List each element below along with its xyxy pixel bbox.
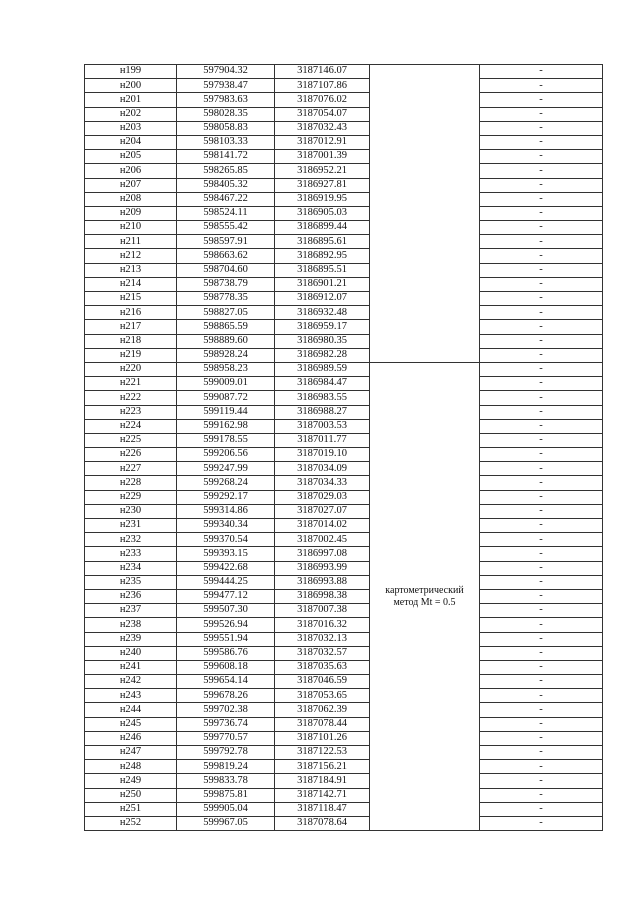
table-row xyxy=(85,504,603,518)
x-coordinate-cell: 598597.91 xyxy=(177,235,275,249)
accuracy-cell: - xyxy=(480,164,603,178)
point-name-cell: н247 xyxy=(85,746,177,760)
point-name-cell: н219 xyxy=(85,348,177,362)
table-row xyxy=(85,675,603,689)
point-name-cell: н220 xyxy=(85,362,177,376)
y-coordinate-cell: 3186980.35 xyxy=(275,334,370,348)
x-coordinate-cell: 599119.44 xyxy=(177,405,275,419)
table-row xyxy=(85,235,603,249)
x-coordinate-cell: 598663.62 xyxy=(177,249,275,263)
method-label-line2: метод Mt = 0.5 xyxy=(393,596,456,608)
x-coordinate-cell: 599702.38 xyxy=(177,703,275,717)
y-coordinate-cell: 3187032.57 xyxy=(275,646,370,660)
y-coordinate-cell: 3187184.91 xyxy=(275,774,370,788)
y-coordinate-cell: 3186901.21 xyxy=(275,277,370,291)
y-coordinate-cell: 3186988.27 xyxy=(275,405,370,419)
x-coordinate-cell: 598467.22 xyxy=(177,192,275,206)
y-coordinate-cell: 3186952.21 xyxy=(275,164,370,178)
table-row xyxy=(85,79,603,93)
x-coordinate-cell: 598738.79 xyxy=(177,277,275,291)
coordinates-table-body xyxy=(85,65,603,831)
point-name-cell: н214 xyxy=(85,277,177,291)
point-name-cell: н224 xyxy=(85,419,177,433)
x-coordinate-cell: 597938.47 xyxy=(177,79,275,93)
coordinates-table xyxy=(84,64,603,831)
point-name-cell: н226 xyxy=(85,448,177,462)
table-row xyxy=(85,717,603,731)
accuracy-cell: - xyxy=(480,519,603,533)
y-coordinate-cell: 3187078.44 xyxy=(275,717,370,731)
y-coordinate-cell: 3186989.59 xyxy=(275,362,370,376)
x-coordinate-cell: 599586.76 xyxy=(177,646,275,660)
y-coordinate-cell: 3187035.63 xyxy=(275,660,370,674)
table-row xyxy=(85,150,603,164)
x-coordinate-cell: 599206.56 xyxy=(177,448,275,462)
point-name-cell: н205 xyxy=(85,150,177,164)
y-coordinate-cell: 3187029.03 xyxy=(275,490,370,504)
accuracy-cell: - xyxy=(480,135,603,149)
y-coordinate-cell: 3186993.88 xyxy=(275,575,370,589)
y-coordinate-cell: 3186998.38 xyxy=(275,589,370,603)
y-coordinate-cell: 3187014.02 xyxy=(275,519,370,533)
accuracy-cell: - xyxy=(480,93,603,107)
accuracy-cell: - xyxy=(480,79,603,93)
x-coordinate-cell: 598958.23 xyxy=(177,362,275,376)
accuracy-cell: - xyxy=(480,816,603,830)
point-name-cell: н239 xyxy=(85,632,177,646)
table-row xyxy=(85,334,603,348)
point-name-cell: н209 xyxy=(85,206,177,220)
y-coordinate-cell: 3187032.43 xyxy=(275,121,370,135)
accuracy-cell: - xyxy=(480,419,603,433)
x-coordinate-cell: 599422.68 xyxy=(177,561,275,575)
point-name-cell: н230 xyxy=(85,504,177,518)
x-coordinate-cell: 598405.32 xyxy=(177,178,275,192)
y-coordinate-cell: 3187034.09 xyxy=(275,462,370,476)
y-coordinate-cell: 3186895.61 xyxy=(275,235,370,249)
table-row xyxy=(85,575,603,589)
table-row xyxy=(85,462,603,476)
point-name-cell: н241 xyxy=(85,660,177,674)
point-name-cell: н217 xyxy=(85,320,177,334)
table-row xyxy=(85,476,603,490)
table-row xyxy=(85,164,603,178)
accuracy-cell: - xyxy=(480,788,603,802)
accuracy-cell: - xyxy=(480,221,603,235)
y-coordinate-cell: 3187007.38 xyxy=(275,604,370,618)
y-coordinate-cell: 3187046.59 xyxy=(275,675,370,689)
accuracy-cell: - xyxy=(480,433,603,447)
table-row xyxy=(85,703,603,717)
y-coordinate-cell: 3186895.51 xyxy=(275,263,370,277)
accuracy-cell: - xyxy=(480,121,603,135)
point-name-cell: н206 xyxy=(85,164,177,178)
accuracy-cell: - xyxy=(480,504,603,518)
x-coordinate-cell: 599967.05 xyxy=(177,816,275,830)
point-name-cell: н200 xyxy=(85,79,177,93)
table-row xyxy=(85,618,603,632)
x-coordinate-cell: 598555.42 xyxy=(177,221,275,235)
accuracy-cell: - xyxy=(480,646,603,660)
table-row xyxy=(85,419,603,433)
table-row xyxy=(85,391,603,405)
x-coordinate-cell: 598265.85 xyxy=(177,164,275,178)
y-coordinate-cell: 3186984.47 xyxy=(275,377,370,391)
x-coordinate-cell: 599608.18 xyxy=(177,660,275,674)
accuracy-cell: - xyxy=(480,490,603,504)
table-row xyxy=(85,604,603,618)
x-coordinate-cell: 598778.35 xyxy=(177,292,275,306)
x-coordinate-cell: 599833.78 xyxy=(177,774,275,788)
accuracy-cell: - xyxy=(480,249,603,263)
accuracy-cell: - xyxy=(480,306,603,320)
accuracy-cell: - xyxy=(480,533,603,547)
accuracy-cell: - xyxy=(480,462,603,476)
accuracy-cell: - xyxy=(480,731,603,745)
accuracy-cell: - xyxy=(480,632,603,646)
y-coordinate-cell: 3187054.07 xyxy=(275,107,370,121)
x-coordinate-cell: 598889.60 xyxy=(177,334,275,348)
point-name-cell: н213 xyxy=(85,263,177,277)
x-coordinate-cell: 599370.54 xyxy=(177,533,275,547)
accuracy-cell: - xyxy=(480,589,603,603)
accuracy-cell: - xyxy=(480,391,603,405)
y-coordinate-cell: 3187053.65 xyxy=(275,689,370,703)
x-coordinate-cell: 598103.33 xyxy=(177,135,275,149)
table-row xyxy=(85,646,603,660)
table-row xyxy=(85,547,603,561)
point-name-cell: н243 xyxy=(85,689,177,703)
table-row xyxy=(85,448,603,462)
accuracy-cell: - xyxy=(480,107,603,121)
point-name-cell: н232 xyxy=(85,533,177,547)
table-row xyxy=(85,533,603,547)
table-row xyxy=(85,589,603,603)
x-coordinate-cell: 599268.24 xyxy=(177,476,275,490)
y-coordinate-cell: 3187156.21 xyxy=(275,760,370,774)
x-coordinate-cell: 599905.04 xyxy=(177,802,275,816)
accuracy-cell: - xyxy=(480,377,603,391)
point-name-cell: н236 xyxy=(85,589,177,603)
x-coordinate-cell: 599178.55 xyxy=(177,433,275,447)
method-cell-empty xyxy=(370,65,480,363)
accuracy-cell: - xyxy=(480,405,603,419)
table-row xyxy=(85,277,603,291)
table-row xyxy=(85,263,603,277)
x-coordinate-cell: 599009.01 xyxy=(177,377,275,391)
x-coordinate-cell: 597983.63 xyxy=(177,93,275,107)
x-coordinate-cell: 599792.78 xyxy=(177,746,275,760)
point-name-cell: н216 xyxy=(85,306,177,320)
table-row xyxy=(85,760,603,774)
point-name-cell: н238 xyxy=(85,618,177,632)
accuracy-cell: - xyxy=(480,334,603,348)
point-name-cell: н212 xyxy=(85,249,177,263)
y-coordinate-cell: 3186905.03 xyxy=(275,206,370,220)
y-coordinate-cell: 3187027.07 xyxy=(275,504,370,518)
y-coordinate-cell: 3187019.10 xyxy=(275,448,370,462)
y-coordinate-cell: 3187118.47 xyxy=(275,802,370,816)
table-row xyxy=(85,490,603,504)
table-row xyxy=(85,249,603,263)
y-coordinate-cell: 3187062.39 xyxy=(275,703,370,717)
table-row xyxy=(85,774,603,788)
point-name-cell: н252 xyxy=(85,816,177,830)
point-name-cell: н228 xyxy=(85,476,177,490)
x-coordinate-cell: 598928.24 xyxy=(177,348,275,362)
point-name-cell: н237 xyxy=(85,604,177,618)
point-name-cell: н233 xyxy=(85,547,177,561)
point-name-cell: н242 xyxy=(85,675,177,689)
table-row xyxy=(85,362,603,376)
x-coordinate-cell: 599477.12 xyxy=(177,589,275,603)
table-row xyxy=(85,306,603,320)
y-coordinate-cell: 3187107.86 xyxy=(275,79,370,93)
accuracy-cell: - xyxy=(480,675,603,689)
table-row xyxy=(85,320,603,334)
accuracy-cell: - xyxy=(480,320,603,334)
y-coordinate-cell: 3186983.55 xyxy=(275,391,370,405)
y-coordinate-cell: 3187012.91 xyxy=(275,135,370,149)
x-coordinate-cell: 599087.72 xyxy=(177,391,275,405)
x-coordinate-cell: 599507.30 xyxy=(177,604,275,618)
table-row xyxy=(85,93,603,107)
point-name-cell: н227 xyxy=(85,462,177,476)
x-coordinate-cell: 599819.24 xyxy=(177,760,275,774)
point-name-cell: н215 xyxy=(85,292,177,306)
accuracy-cell: - xyxy=(480,362,603,376)
x-coordinate-cell: 599393.15 xyxy=(177,547,275,561)
y-coordinate-cell: 3187076.02 xyxy=(275,93,370,107)
y-coordinate-cell: 3187142.71 xyxy=(275,788,370,802)
point-name-cell: н235 xyxy=(85,575,177,589)
accuracy-cell: - xyxy=(480,604,603,618)
table-row xyxy=(85,348,603,362)
x-coordinate-cell: 599736.74 xyxy=(177,717,275,731)
point-name-cell: н234 xyxy=(85,561,177,575)
table-row xyxy=(85,292,603,306)
point-name-cell: н229 xyxy=(85,490,177,504)
y-coordinate-cell: 3186959.17 xyxy=(275,320,370,334)
table-row xyxy=(85,377,603,391)
accuracy-cell: - xyxy=(480,192,603,206)
x-coordinate-cell: 599162.98 xyxy=(177,419,275,433)
point-name-cell: н208 xyxy=(85,192,177,206)
y-coordinate-cell: 3187146.07 xyxy=(275,65,370,79)
y-coordinate-cell: 3187078.64 xyxy=(275,816,370,830)
table-row xyxy=(85,632,603,646)
table-row xyxy=(85,802,603,816)
y-coordinate-cell: 3186912.07 xyxy=(275,292,370,306)
point-name-cell: н246 xyxy=(85,731,177,745)
table-row xyxy=(85,206,603,220)
x-coordinate-cell: 599292.17 xyxy=(177,490,275,504)
accuracy-cell: - xyxy=(480,689,603,703)
accuracy-cell: - xyxy=(480,65,603,79)
table-row xyxy=(85,65,603,79)
point-name-cell: н204 xyxy=(85,135,177,149)
method-cell xyxy=(370,362,480,830)
table-row xyxy=(85,405,603,419)
point-name-cell: н202 xyxy=(85,107,177,121)
point-name-cell: н244 xyxy=(85,703,177,717)
table-row xyxy=(85,178,603,192)
x-coordinate-cell: 598524.11 xyxy=(177,206,275,220)
table-row xyxy=(85,519,603,533)
x-coordinate-cell: 598827.05 xyxy=(177,306,275,320)
y-coordinate-cell: 3187032.13 xyxy=(275,632,370,646)
x-coordinate-cell: 598058.83 xyxy=(177,121,275,135)
y-coordinate-cell: 3187101.26 xyxy=(275,731,370,745)
x-coordinate-cell: 597904.32 xyxy=(177,65,275,79)
y-coordinate-cell: 3187122.53 xyxy=(275,746,370,760)
x-coordinate-cell: 599526.94 xyxy=(177,618,275,632)
table-row xyxy=(85,660,603,674)
accuracy-cell: - xyxy=(480,178,603,192)
accuracy-cell: - xyxy=(480,547,603,561)
x-coordinate-cell: 599551.94 xyxy=(177,632,275,646)
point-name-cell: н207 xyxy=(85,178,177,192)
x-coordinate-cell: 599314.86 xyxy=(177,504,275,518)
accuracy-cell: - xyxy=(480,348,603,362)
x-coordinate-cell: 599678.26 xyxy=(177,689,275,703)
point-name-cell: н223 xyxy=(85,405,177,419)
table-row xyxy=(85,731,603,745)
y-coordinate-cell: 3187011.77 xyxy=(275,433,370,447)
accuracy-cell: - xyxy=(480,561,603,575)
table-row xyxy=(85,135,603,149)
table-row xyxy=(85,746,603,760)
accuracy-cell: - xyxy=(480,263,603,277)
point-name-cell: н231 xyxy=(85,519,177,533)
table-row xyxy=(85,788,603,802)
x-coordinate-cell: 599770.57 xyxy=(177,731,275,745)
table-row xyxy=(85,561,603,575)
x-coordinate-cell: 598028.35 xyxy=(177,107,275,121)
y-coordinate-cell: 3186892.95 xyxy=(275,249,370,263)
point-name-cell: н249 xyxy=(85,774,177,788)
accuracy-cell: - xyxy=(480,703,603,717)
point-name-cell: н218 xyxy=(85,334,177,348)
accuracy-cell: - xyxy=(480,760,603,774)
x-coordinate-cell: 599444.25 xyxy=(177,575,275,589)
table-row xyxy=(85,221,603,235)
point-name-cell: н251 xyxy=(85,802,177,816)
table-row xyxy=(85,689,603,703)
accuracy-cell: - xyxy=(480,746,603,760)
accuracy-cell: - xyxy=(480,476,603,490)
table-row xyxy=(85,192,603,206)
point-name-cell: н211 xyxy=(85,235,177,249)
table-row xyxy=(85,816,603,830)
point-name-cell: н240 xyxy=(85,646,177,660)
accuracy-cell: - xyxy=(480,206,603,220)
x-coordinate-cell: 598141.72 xyxy=(177,150,275,164)
point-name-cell: н210 xyxy=(85,221,177,235)
accuracy-cell: - xyxy=(480,618,603,632)
x-coordinate-cell: 599340.34 xyxy=(177,519,275,533)
accuracy-cell: - xyxy=(480,235,603,249)
point-name-cell: н225 xyxy=(85,433,177,447)
point-name-cell: н199 xyxy=(85,65,177,79)
accuracy-cell: - xyxy=(480,150,603,164)
y-coordinate-cell: 3186919.95 xyxy=(275,192,370,206)
accuracy-cell: - xyxy=(480,277,603,291)
accuracy-cell: - xyxy=(480,448,603,462)
y-coordinate-cell: 3186899.44 xyxy=(275,221,370,235)
x-coordinate-cell: 598704.60 xyxy=(177,263,275,277)
x-coordinate-cell: 599654.14 xyxy=(177,675,275,689)
table-row xyxy=(85,433,603,447)
y-coordinate-cell: 3187002.45 xyxy=(275,533,370,547)
y-coordinate-cell: 3187003.53 xyxy=(275,419,370,433)
y-coordinate-cell: 3187001.39 xyxy=(275,150,370,164)
y-coordinate-cell: 3186997.08 xyxy=(275,547,370,561)
accuracy-cell: - xyxy=(480,802,603,816)
accuracy-cell: - xyxy=(480,774,603,788)
point-name-cell: н221 xyxy=(85,377,177,391)
y-coordinate-cell: 3187016.32 xyxy=(275,618,370,632)
accuracy-cell: - xyxy=(480,660,603,674)
x-coordinate-cell: 599875.81 xyxy=(177,788,275,802)
point-name-cell: н201 xyxy=(85,93,177,107)
accuracy-cell: - xyxy=(480,717,603,731)
y-coordinate-cell: 3187034.33 xyxy=(275,476,370,490)
y-coordinate-cell: 3186927.81 xyxy=(275,178,370,192)
y-coordinate-cell: 3186932.48 xyxy=(275,306,370,320)
point-name-cell: н203 xyxy=(85,121,177,135)
accuracy-cell: - xyxy=(480,292,603,306)
accuracy-cell: - xyxy=(480,575,603,589)
point-name-cell: н245 xyxy=(85,717,177,731)
point-name-cell: н248 xyxy=(85,760,177,774)
method-label-line1: картометрический xyxy=(385,584,464,596)
y-coordinate-cell: 3186982.28 xyxy=(275,348,370,362)
x-coordinate-cell: 599247.99 xyxy=(177,462,275,476)
y-coordinate-cell: 3186993.99 xyxy=(275,561,370,575)
table-row xyxy=(85,107,603,121)
point-name-cell: н250 xyxy=(85,788,177,802)
point-name-cell: н222 xyxy=(85,391,177,405)
table-row xyxy=(85,121,603,135)
x-coordinate-cell: 598865.59 xyxy=(177,320,275,334)
